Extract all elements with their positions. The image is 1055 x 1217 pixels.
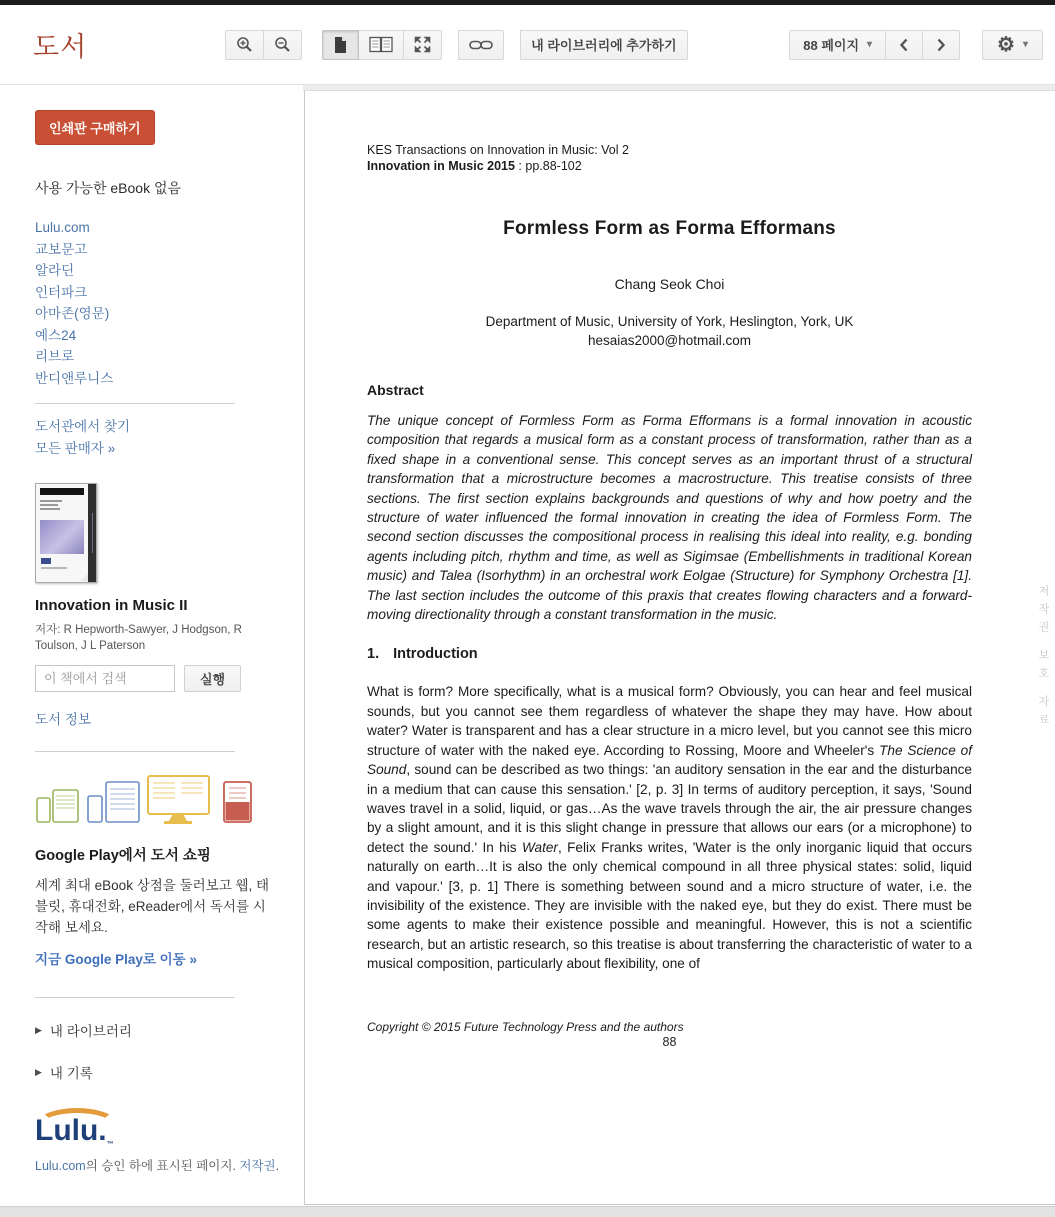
gear-icon: ⚙ (997, 33, 1015, 56)
search-input[interactable] (35, 665, 175, 692)
triangle-right-icon: ▶ (35, 1066, 42, 1077)
zoom-out-button[interactable] (264, 30, 302, 60)
section-heading (367, 646, 972, 662)
page-number: 88 (662, 1034, 677, 1049)
list-item (35, 368, 303, 390)
chevron-right-icon (935, 37, 947, 53)
list-item (35, 416, 303, 438)
page-content (367, 91, 972, 1049)
lulu-wordmark: Lulu. (35, 1114, 107, 1147)
add-to-library-button[interactable]: 내 라이브러리에 추가하기 (520, 30, 687, 60)
bottom-scrollbar-strip[interactable] (0, 1206, 1055, 1217)
two-page-view-button[interactable] (359, 30, 404, 60)
single-page-view-button[interactable] (322, 30, 359, 60)
list-item (35, 303, 303, 325)
zoom-button-group (225, 30, 302, 60)
book-cover-thumbnail[interactable] (35, 483, 97, 583)
affiliation-line: Department of Music, University of York, Heslington, York, UK (485, 314, 854, 329)
my-history-label: 내 기록 (49, 1066, 93, 1081)
cover-fold-corner (81, 574, 88, 581)
page-view-button-group (322, 30, 442, 60)
link-button-group (458, 30, 504, 60)
settings-group (982, 30, 1043, 60)
paper-affiliation (367, 312, 972, 350)
attribution-middle: 의 승인 하에 표시된 페이지. (85, 1159, 240, 1173)
paper-title: Formless Form as Forma Efformans (503, 218, 836, 239)
paper-author: Chang Seok Choi (614, 276, 725, 292)
list-item (35, 346, 303, 368)
list-item (35, 282, 303, 304)
fullscreen-button[interactable] (404, 30, 442, 60)
my-library-expander[interactable] (35, 1020, 303, 1040)
list-item (35, 325, 303, 347)
library-links (35, 416, 303, 459)
seller-link-libro[interactable]: 리브로 (35, 349, 75, 364)
body-paragraph: What is form? More specifically, what is a musical form? Obviously, you can hear and feel musical sounds, but you cannot see them regardless of whatever the shape they may have. How about water? Water is transparent and has a clear structure in a micro level, but you cannot see this micro structure of water with the naked eye. According to Rossing, Moore and Wheeler's The Science of Sound, sound can be described as two things: 'an auditory sensation in the ear and the disturbance in a medium that can cause this sensation.' [2, p. 3] In terms of auditory perception, it says, 'Sound waves travel in a solid, liquid, or gas…As the wave travels through the air, the air pressure changes by a slight amount, and it is this slight change in pressure that allows our ears (or a microphone) to detect the sound.' In his Water, Felix Franks writes, 'Water is the only inorganic liquid that occurs naturally on earth…It is also the only chemical compound in all three physical states: solid, liquid and vapour.' [3, p. 1] There is something between sound and a micro structure of water, i.e. the invisibility of the existence. They are invisible with the naked eye, but they do exist. There must be some agents to make their existence possible and meaningful. However, this is not a scientific research, but an artistic research, so this treatise is about transferring the characteristic of water to a musical composition, particularly about flexibility, one of (367, 684, 972, 972)
book-info-link[interactable]: 도서 정보 (35, 712, 91, 727)
cover-image (40, 520, 84, 554)
journal-pages: : pp.88-102 (514, 158, 582, 173)
google-play-link[interactable]: 지금 Google Play로 이동 » (35, 952, 197, 967)
zoom-in-button[interactable] (225, 30, 264, 60)
sidebar-divider (35, 403, 235, 404)
find-in-library-link[interactable]: 도서관에서 찾기 (35, 419, 131, 434)
journal-line1: KES Transactions on Innovation in Music: Vol 2 (367, 143, 629, 157)
seller-link-kyobo[interactable]: 교보문고 (35, 241, 88, 257)
attribution-end: . (275, 1159, 280, 1173)
sidebar (0, 86, 303, 1206)
attribution-text (35, 1158, 280, 1175)
page-selector-dropdown[interactable] (789, 30, 886, 60)
zoom-in-icon (236, 36, 253, 53)
email-line: hesaias2000@hotmail.com (587, 333, 752, 348)
list-item (35, 239, 303, 261)
google-books-logo[interactable]: 도서 (33, 32, 88, 62)
get-link-button[interactable] (458, 30, 504, 60)
cover-title-bar (40, 488, 84, 495)
list-item (35, 438, 303, 460)
google-play-description: 세계 최대 eBook 상점을 둘러보고 웹, 태블릿, 휴대전화, eReader에서 독서를 시작해 보세요. (35, 878, 270, 935)
sidebar-divider (35, 997, 235, 998)
cover-author-line (40, 504, 58, 506)
book-page[interactable] (304, 91, 1055, 1205)
triangle-right-icon: ▶ (35, 1024, 42, 1035)
seller-link-aladin[interactable]: 알라딘 (35, 263, 75, 278)
cover-spine-text (92, 513, 93, 552)
page-selector-label: 88 페이지 (803, 38, 859, 53)
cover-author-line (40, 500, 62, 502)
google-play-heading: Google Play에서 도서 쇼핑 (35, 848, 211, 864)
section-number: 1. (367, 646, 380, 663)
journal-name: Innovation in Music 2015 (367, 158, 515, 173)
sidebar-divider (35, 751, 235, 752)
seller-link-interpark[interactable]: 인터파크 (35, 284, 88, 300)
lulu-logo[interactable] (35, 1108, 145, 1148)
all-sellers-link[interactable]: 모든 판매자 » (35, 440, 116, 456)
journal-line2 (367, 159, 972, 175)
add-library-group (520, 30, 687, 60)
two-page-icon (369, 36, 393, 53)
next-page-button[interactable] (923, 30, 960, 60)
zoom-out-icon (274, 36, 291, 53)
book-title: Innovation in Music II (35, 597, 188, 614)
lulu-attribution-link[interactable]: Lulu.com (35, 1159, 86, 1173)
cover-footer-line (41, 567, 67, 569)
my-library-label: 내 라이브러리 (49, 1024, 132, 1039)
cover-logo (41, 558, 51, 564)
in-book-search (35, 665, 303, 692)
viewer-toolbar (0, 5, 1055, 85)
list-item (35, 217, 303, 239)
prev-page-button[interactable] (886, 30, 923, 60)
devices-icon (35, 768, 253, 826)
no-ebook-text: 사용 가능한 eBook 없음 (35, 180, 182, 196)
abstract-text: The unique concept of Formless Form as Forma Efformans is a formal innovation in acoustic composition that regards a musical form as a constant process of transformation, rather than as a fixed shape in a conventional sense. This concept serves as an important thrust of a structural transformation that a microstructure becomes a macrostructure. This treatise consists of three sections. The first section explains backgrounds and questions of why and how poetry and the structure of water influenced the formal innovation in creating the idea of Formless Form. The second section discusses the compositional process in realising this ideal into reality, e.g. bonding agents including pitch, rhythm and time, as well as Sigimsae (Embellishments in traditional Korean music) and Talea (Isorhythm) in an orchestral work Eolgae (Structure) for Symphony Orchestra [1]. The last section includes the outcome of this praxis that creates flowing characters and a forward-moving directionality through a constant transformation in the music. (367, 413, 972, 623)
single-page-icon (333, 36, 348, 54)
settings-caret-icon: ▾ (1022, 39, 1028, 50)
fullscreen-icon (414, 36, 431, 53)
lulu-tm: ™ (106, 1141, 114, 1148)
cover-author-line (40, 508, 60, 510)
book-authors: 저자: R Hepworth-Sawyer, J Hodgson, R Toulson, J L Paterson (35, 624, 242, 652)
link-icon (469, 39, 493, 51)
seller-links-list (35, 217, 303, 389)
search-run-button[interactable]: 실행 (184, 665, 241, 692)
seller-link-yes24[interactable]: 예스24 (35, 327, 77, 343)
chevron-left-icon (898, 37, 910, 53)
buy-print-button[interactable]: 인쇄판 구매하기 (35, 110, 155, 145)
chevron-down-icon: ▾ (867, 39, 873, 50)
google-play-devices-illustration (35, 768, 303, 831)
abstract-heading: Abstract (367, 382, 424, 398)
settings-button[interactable] (982, 30, 1043, 60)
copyright-link[interactable]: 저작권 (239, 1159, 276, 1173)
page-nav-group (789, 30, 960, 60)
copyright-watermark: 저작권 보호 자료 (1037, 585, 1049, 732)
seller-link-bandi[interactable]: 반디앤루니스 (35, 370, 114, 386)
section-title: Introduction (393, 646, 478, 663)
seller-link-lulu[interactable]: Lulu.com (35, 220, 90, 235)
seller-link-amazon[interactable]: 아마존(영문) (35, 306, 110, 321)
my-history-expander[interactable] (35, 1062, 303, 1082)
page-viewer (303, 86, 1055, 1206)
copyright-line: Copyright © 2015 Future Technology Press and the authors (367, 1019, 684, 1034)
list-item (35, 260, 303, 282)
